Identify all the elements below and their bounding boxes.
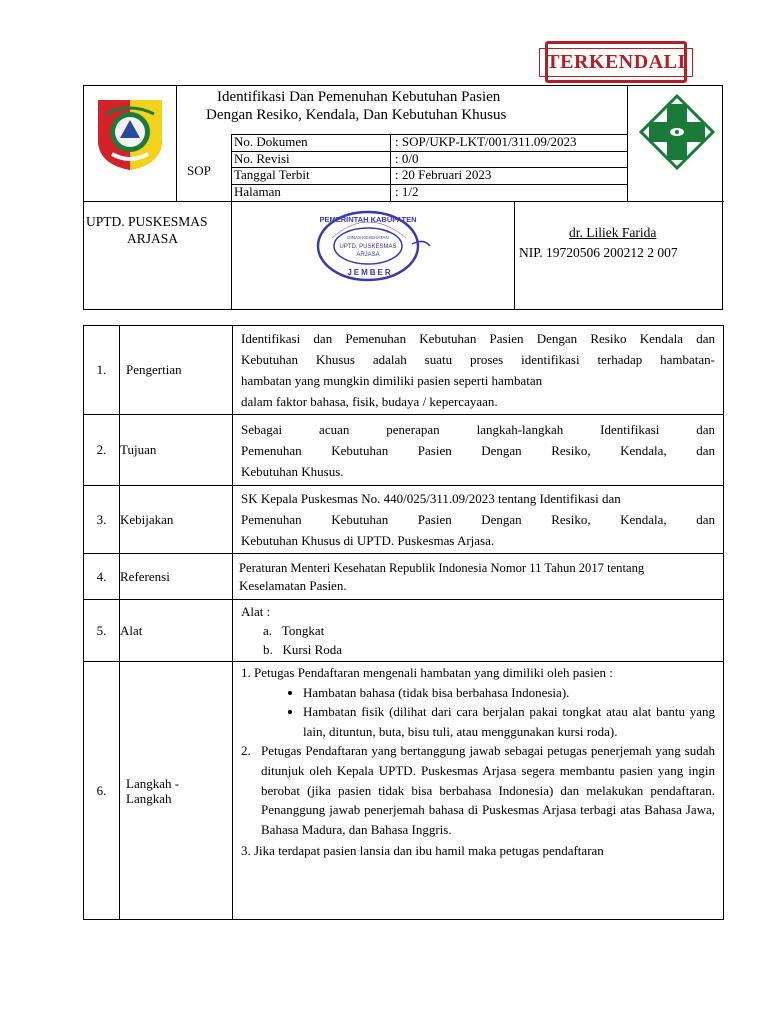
- meta-value-no-revisi: : 0/0: [395, 151, 419, 166]
- org-name-line1: UPTD. PUSKESMAS: [86, 214, 208, 229]
- section-row-langkah: [84, 662, 724, 920]
- section-label: Kebijakan: [120, 486, 233, 554]
- bullet-item: • Hambatan fisik (dilihat dari cara berjalan pakai tongkat atau alat bantu yang lain, dituntun, buta, bisu tuli, atau menggunakan kursi roda).: [303, 702, 715, 741]
- content-line: Kebutuhan Khusus.: [241, 463, 344, 479]
- label-line: Langkah -: [126, 775, 180, 791]
- terkendali-stamp: [545, 41, 687, 83]
- bullet-item: • Hambatan bahasa (tidak bisa berbahasa Indonesia).: [303, 683, 715, 703]
- section-number: 1.: [84, 326, 120, 415]
- regency-emblem-logo: [92, 94, 168, 172]
- seal-mid-text2: UPTD. PUSKESMAS: [339, 244, 397, 250]
- section-row-kebijakan: [84, 486, 724, 554]
- step-text: Petugas Pendaftaran yang bertanggung jawab sebagai petugas penerjemah yang sudah ditunjuk oleh Kepala UPTD. Puskesmas Arjasa segera membantu pasien yang ingin berobat (jika pasien tidak bisa berbahasa Indonesia) dan melakukan pendaftaran. Penanggung jawab penerjemah bahasa di Puskesmas Arjasa terbagi atas Bahasa Jawa, Bahasa Madura, dan Bahasa Inggris.: [261, 743, 715, 837]
- item-marker: a.: [263, 623, 273, 638]
- section-number: 2.: [84, 415, 120, 486]
- section-content: [233, 662, 724, 920]
- signer-nip: NIP. 19720506 200212 2 007: [519, 245, 678, 260]
- section-number: 6.: [84, 662, 120, 920]
- section-row-tujuan: [84, 415, 724, 486]
- section-number: 4.: [84, 554, 120, 600]
- step-number: 2.: [241, 743, 251, 759]
- alat-item: [241, 621, 715, 640]
- sop-header: [83, 85, 723, 310]
- org-name-line2: ARJASA: [127, 231, 179, 246]
- meta-value-halaman: : 1/2: [395, 184, 419, 199]
- official-seal: [312, 208, 432, 284]
- section-row-pengertian: [84, 326, 724, 415]
- section-content: [233, 554, 724, 600]
- section-row-referensi: [84, 554, 724, 600]
- sop-title-line2: Dengan Resiko, Kendala, Dan Kebutuhan Khusus: [206, 107, 507, 123]
- content-line: Keselamatan Pasien.: [239, 577, 347, 593]
- step-3: 3. Jika terdapat pasien lansia dan ibu hamil maka petugas pendaftaran: [241, 843, 604, 859]
- meta-value-tanggal-terbit: : 20 Februari 2023: [395, 167, 492, 182]
- stamp-text: TERKENDALI: [539, 48, 692, 77]
- meta-label-halaman: Halaman: [234, 184, 281, 199]
- section-content: [233, 486, 724, 554]
- step-2: [241, 741, 715, 839]
- step-1-bullets: [241, 683, 715, 742]
- seal-mid-text3: ARJASA: [356, 252, 380, 258]
- label-line: Langkah: [126, 790, 172, 806]
- signer-name: dr. Liliek Farida: [569, 225, 657, 240]
- content-line: Pemenuhan Kebutuhan Pasien Dengan Resiko, Kendala, dan: [241, 442, 715, 458]
- step-1: 1. Petugas Pendaftaran mengenali hambatan yang dimiliki oleh pasien :: [241, 665, 613, 680]
- content-line: Pemenuhan Kebutuhan Pasien Dengan Resiko, Kendala, dan: [241, 512, 715, 527]
- item-marker: b.: [263, 642, 273, 657]
- content-line: hambatan yang mungkin dimiliki pasien seperti hambatan: [241, 373, 543, 388]
- section-number: 5.: [84, 600, 120, 662]
- section-row-alat: [84, 600, 724, 662]
- item-text: Tongkat: [281, 623, 325, 638]
- section-label: Tujuan: [120, 415, 233, 486]
- section-content: [233, 326, 724, 415]
- seal-top-text: PEMERINTAH KABUPATEN: [319, 215, 417, 224]
- content-line: Alat :: [241, 604, 271, 619]
- section-content: [233, 600, 724, 662]
- content-line: SK Kepala Puskesmas No. 440/025/311.09/2023 tentang Identifikasi dan: [241, 491, 621, 506]
- section-number: 3.: [84, 486, 120, 554]
- seal-bottom-text: JEMBER: [347, 268, 393, 277]
- sop-label: SOP: [187, 163, 211, 178]
- item-text: Kursi Roda: [282, 642, 343, 657]
- section-label: Alat: [120, 600, 233, 662]
- seal-mid-text1: DINAS KESEHATAN: [347, 235, 389, 240]
- content-line: Kebutuhan Khusus adalah suatu proses identifikasi terhadap hambatan-: [241, 352, 715, 367]
- section-label: Referensi: [120, 554, 233, 600]
- section-label: [120, 662, 233, 920]
- meta-label-tanggal-terbit: Tanggal Terbit: [234, 167, 310, 182]
- sop-body-table: [83, 325, 724, 920]
- puskesmas-logo: [639, 94, 715, 170]
- meta-label-no-dokumen: No. Dokumen: [234, 134, 308, 149]
- section-content: [233, 415, 724, 486]
- content-line: Sebagai acuan penerapan langkah-langkah Identifikasi dan: [241, 421, 715, 437]
- meta-value-no-dokumen: : SOP/UKP-LKT/001/311.09/2023: [395, 134, 577, 149]
- meta-label-no-revisi: No. Revisi: [234, 151, 290, 166]
- alat-item: [241, 640, 715, 659]
- content-line: dalam faktor bahasa, fisik, budaya / kepercayaan.: [241, 394, 498, 409]
- sop-title-line1: Identifikasi Dan Pemenuhan Kebutuhan Pasien: [217, 89, 501, 105]
- content-line: Peraturan Menteri Kesehatan Republik Indonesia Nomor 11 Tahun 2017 tentang: [239, 560, 645, 575]
- content-line: Identifikasi dan Pemenuhan Kebutuhan Pasien Dengan Resiko Kendala dan: [241, 331, 715, 346]
- content-line: Kebutuhan Khusus di UPTD. Puskesmas Arjasa.: [241, 533, 495, 548]
- section-label: Pengertian: [120, 326, 233, 415]
